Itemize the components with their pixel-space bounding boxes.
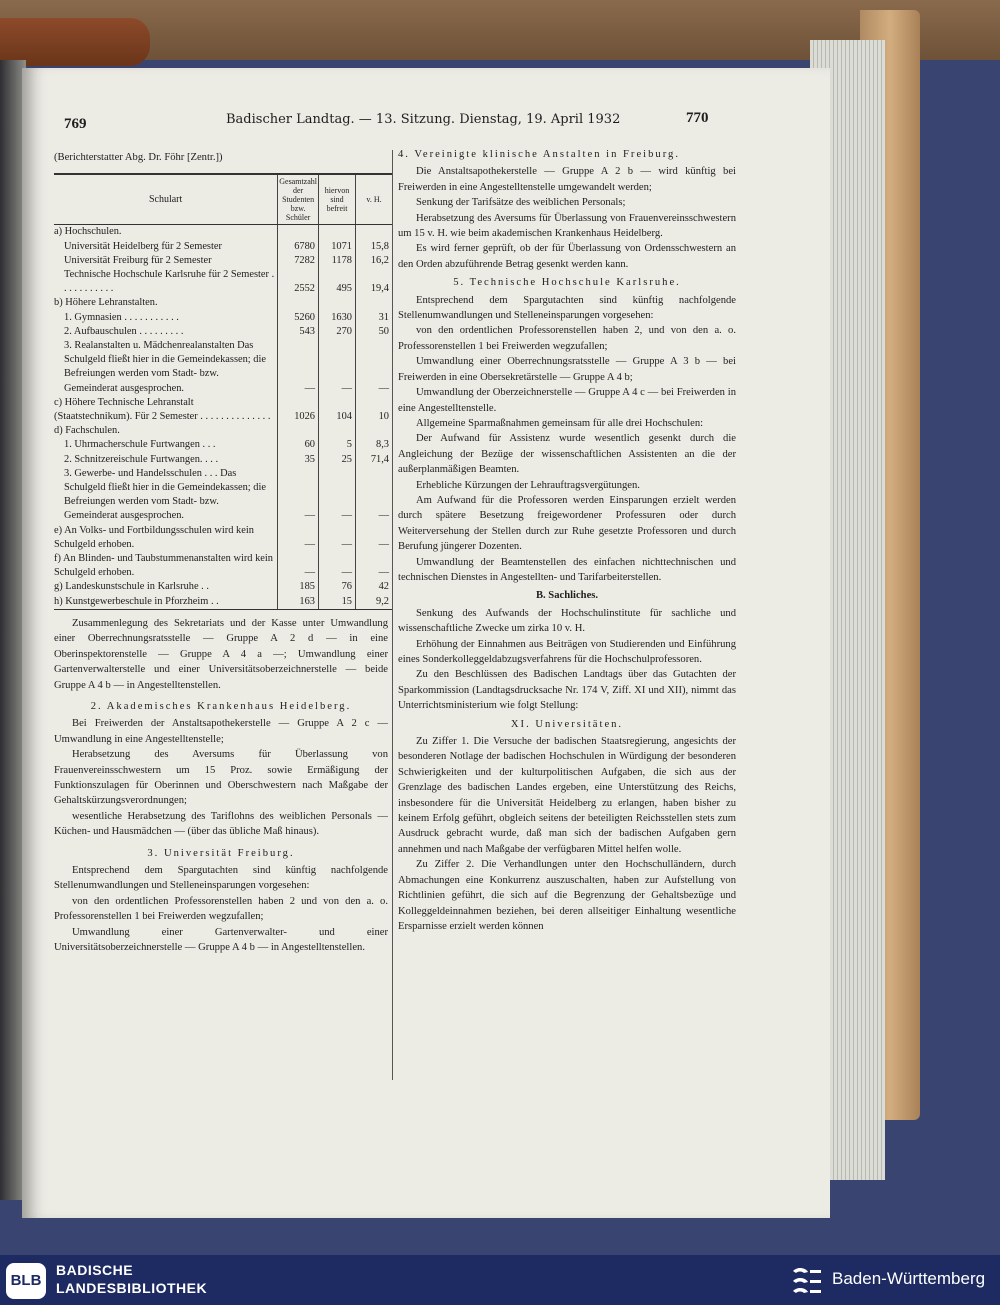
row-value-v3	[356, 225, 393, 240]
row-value-v3: 15,8	[356, 240, 393, 254]
paragraph: Zusammenlegung des Sekretariats und der Kasse unter Umwandlung einer Oberrechnungsratsstelle — Gruppe A 2 d — in eine Oberinspektorenstelle — Gruppe A 4 a —; Umwandlung einer Gartenverwalterstelle und einer Universitätsoberzeichnerstelle — beide Gruppe A 4 b — in Angestelltenstellen.	[54, 617, 388, 691]
row-value-v2: —	[319, 467, 356, 524]
footer-bar	[0, 1255, 1000, 1305]
paragraph: wesentliche Herabsetzung des Tariflohns des weiblichen Personals — Küchen- und Hausmädchen — (über das übliche Maß hinaus).	[54, 810, 388, 838]
row-value-v3: 9,2	[356, 595, 393, 610]
row-value-v1: 1026	[278, 396, 319, 424]
table-row	[54, 268, 392, 296]
paragraph: Umwandlung der Beamtenstellen des einfachen nichttechnischen und technischen Dienstes in Angestellten- und Tarifarbeiterstellen.	[398, 556, 736, 583]
section-heading: XI. Universitäten.	[510, 718, 624, 730]
table-row	[54, 240, 392, 254]
row-label: e) An Volks- und Fortbildungsschulen wird kein Schulgeld erhoben.	[54, 524, 254, 550]
section-heading: 4. Vereinigte klinische Anstalten in Freiburg.	[398, 149, 680, 160]
paragraph: Zu den Beschlüssen des Badischen Landtags über das Gutachten der Sparkommission (Landtagsdrucksache Nr. 174 V, Ziff. XI und XII), nimmt das Unterrichtsministerium wie folgt Stellung:	[398, 669, 736, 712]
row-label: c) Höhere Technische Lehranstalt (Staatstechnikum). Für 2 Semester . . . . . . . . . . . . . .	[54, 396, 271, 423]
paragraph: Herabsetzung des Aversums für Überlassung von Frauenvereinsschwestern um 15 v. H. wie beim akademischen Krankenhaus Heidelberg.	[398, 212, 736, 240]
table-row	[54, 453, 392, 467]
library-name-line2: LANDESBIBLIOTHEK	[56, 1280, 208, 1296]
blb-logo[interactable]: BLB	[6, 1263, 46, 1299]
left-column	[54, 150, 388, 955]
row-value-v2	[319, 225, 356, 240]
table-row	[54, 396, 392, 424]
row-value-v3: —	[356, 339, 393, 396]
table-row	[54, 339, 392, 396]
bookmark-ribbon	[0, 18, 150, 66]
row-value-v2: 495	[319, 268, 356, 296]
paragraph: Umwandlung einer Gartenverwalter- und einer Universitätsoberzeichnerstelle — Gruppe A 4 b — in Angestelltenstellen.	[54, 926, 388, 954]
row-value-v1: —	[278, 339, 319, 396]
paragraph: von den ordentlichen Professorenstellen haben 2, und von den a. o. Professorenstellen 1 bei Freiwerden wegzufallen;	[398, 325, 736, 352]
running-title: Badischer Landtag. — 13. Sitzung. Dienstag, 19. April 1932	[226, 112, 621, 127]
row-value-v1: 163	[278, 595, 319, 610]
paragraph: Umwandlung einer Oberrechnungsratsstelle — Gruppe A 3 b — bei Freiwerden in eine Obersekretärstelle — Gruppe A 4 b;	[398, 356, 736, 383]
section-heading: B. Sachliches.	[535, 590, 599, 602]
row-label: g) Landeskunstschule in Karlsruhe . .	[54, 581, 209, 593]
paragraph: Entsprechend dem Spargutachten sind künftig nachfolgende Stellenumwandlungen und Stelleneinsparungen vorgesehen:	[398, 294, 736, 322]
row-value-v2: 270	[319, 325, 356, 339]
table-row	[54, 225, 392, 240]
row-label: f) An Blinden- und Taubstummenanstalten wird kein Schulgeld erhoben.	[54, 553, 273, 579]
table-row	[54, 595, 392, 610]
row-value-v3: 71,4	[356, 453, 393, 467]
row-value-v1: 35	[278, 453, 319, 467]
row-value-v2	[319, 424, 356, 438]
table-row	[54, 580, 392, 594]
row-label: 1. Gymnasien . . . . . . . . . . .	[64, 311, 179, 323]
paragraph: Es wird ferner geprüft, ob der für Überlassung von Ordensschwestern an den Orden abzuführende Betrag gesenkt werden kann.	[398, 243, 736, 270]
paragraph: von den ordentlichen Professorenstellen haben 2 und von den a. o. Professorenstellen 1 bei Freiwerden wegzufallen;	[54, 895, 388, 923]
row-value-v1: 5260	[278, 311, 319, 325]
paragraph: Zu Ziffer 2. Die Verhandlungen unter den Hochschulländern, durch Abmachungen eine Konkurrenz auszuschalten, haben zur Aufstellung von Richtlinien geführt, die sich auf die Begrenzung der Gehaltsbezüge und Kolleggeldeinnahmen beziehen, bei deren allseitiger Einhaltung wesentliche Ersparnisse erzielt werden können	[398, 859, 736, 932]
paragraph: Zu Ziffer 1. Die Versuche der badischen Staatsregierung, angesichts der besonderen Notlage der badischen Hochschulen in Würdigung der besonderen Schwierigkeiten und der kulturpolitischen Aufgaben, die sich aus der Grenzlage des badischen Landes ergeben, eine Unterstützung des Reichs, insbesondere für die Universität Heidelberg zu erlangen, haben bisher zu keinem Erfolg geführt, obgleich seitens der beteiligten Reichsstellen stets zum Ausdruck gebracht wurde, daß man sich der badischen Aufgaben gern annehmen und nach Maßgabe der verfügbaren Mittel helfen wolle.	[398, 736, 736, 855]
section-heading: 2. Akademisches Krankenhaus Heidelberg.	[90, 700, 352, 712]
row-value-v1	[278, 225, 319, 240]
row-label: 3. Gewerbe- und Handelsschulen . . . Das Schulgeld fließt hier in die Gemeindekassen; die Befreiungen werden vom Stadt- bzw. Gemeinderat ausgesprochen.	[64, 467, 266, 522]
table-row	[54, 467, 392, 524]
row-value-v3: —	[356, 467, 393, 524]
table-row	[54, 424, 392, 438]
row-label: 2. Aufbauschulen . . . . . . . . .	[64, 325, 184, 337]
row-value-v2: 15	[319, 595, 356, 610]
row-value-v2: 76	[319, 580, 356, 594]
left-page-number: 769	[64, 116, 87, 132]
reporter-line: (Berichterstatter Abg. Dr. Föhr [Zentr.])	[54, 152, 223, 163]
row-value-v2: —	[319, 339, 356, 396]
row-value-v1: 2552	[278, 268, 319, 296]
row-value-v2: —	[319, 524, 356, 552]
row-value-v3: 31	[356, 311, 393, 325]
row-value-v2: 1630	[319, 311, 356, 325]
row-value-v1: —	[278, 552, 319, 580]
state-name: Baden-Württemberg	[832, 1269, 986, 1288]
paragraph: Entsprechend dem Spargutachten sind künftig nachfolgende Stellenumwandlungen und Stelleneinsparungen vorgesehen:	[54, 864, 388, 892]
table-row	[54, 311, 392, 325]
row-label: 3. Realanstalten u. Mädchenrealanstalten Das Schulgeld fließt hier in die Gemeindekassen; die Befreiungen werden vom Stadt- bzw. Gemeinderat ausgesprochen.	[64, 340, 266, 394]
row-value-v2: 5	[319, 438, 356, 452]
row-label: a) Hochschulen.	[54, 226, 122, 238]
library-name-line1: BADISCHE	[56, 1262, 134, 1278]
table-header-exempt: hiervon sind befreit	[319, 174, 356, 225]
table-row	[54, 524, 392, 552]
row-label: h) Kunstgewerbeschule in Pforzheim . .	[54, 595, 278, 610]
table-row	[54, 325, 392, 339]
row-value-v1: 6780	[278, 240, 319, 254]
row-value-v2: 25	[319, 453, 356, 467]
paragraph: Die Anstaltsapothekerstelle — Gruppe A 2 b — wird künftig bei Freiwerden in eine Angestelltenstelle umgewandelt werden;	[398, 166, 736, 193]
paragraph: Am Aufwand für die Professoren werden Einsparungen erzielt werden durch spätere Besetzung freigewordener Professuren oder durch Weiterversehung der Stellen durch zur Ruhe gesetzte Professoren und durch Berufung jüngerer Dozenten.	[398, 494, 736, 553]
row-value-v3: 19,4	[356, 268, 393, 296]
row-label: Universität Freiburg für 2 Semester	[64, 254, 212, 266]
state-lions-icon	[790, 1263, 824, 1297]
row-value-v1	[278, 424, 319, 438]
row-value-v3: —	[356, 524, 393, 552]
row-label: 2. Schnitzereischule Furtwangen. . . .	[64, 453, 219, 465]
paragraph: Bei Freiwerden der Anstaltsapothekerstelle — Gruppe A 2 c — Umwandlung in eine Angestelltenstelle;	[54, 718, 388, 745]
row-value-v1: 185	[278, 580, 319, 594]
row-label: Universität Heidelberg für 2 Semester	[64, 240, 222, 252]
paragraph: Umwandlung der Oberzeichnerstelle — Gruppe A 4 c — bei Freiwerden in eine Angestelltenstelle.	[398, 387, 736, 414]
row-value-v2: 1071	[319, 240, 356, 254]
paragraph: Herabsetzung des Aversums für Überlassung von Frauenvereinsschwestern um 15 Proz. sowie Ermäßigung der Funktionszulagen für Oberinnen und Oberschwestern nach Maßgabe der Gehaltskürzungsverordnungen;	[54, 749, 388, 807]
row-value-v3: 10	[356, 396, 393, 424]
row-value-v1	[278, 296, 319, 310]
section-heading: 5. Technische Hochschule Karlsruhe.	[453, 277, 681, 289]
row-label: b) Höhere Lehranstalten.	[54, 297, 158, 309]
row-value-v1: 60	[278, 438, 319, 452]
row-label: Technische Hochschule Karlsruhe für 2 Semester . . . . . . . . . . .	[64, 269, 275, 295]
table-row	[54, 438, 392, 452]
paragraph: Senkung der Tarifsätze des weiblichen Personals;	[416, 197, 626, 209]
row-value-v2: —	[319, 552, 356, 580]
table-row	[54, 552, 392, 580]
row-value-v3: 50	[356, 325, 393, 339]
table-header-schulart: Schulart	[54, 174, 278, 225]
paragraph: Senkung des Aufwands der Hochschulinstitute für sachliche und wissenschaftliche Zwecke um zirka 10 v. H.	[398, 607, 736, 635]
row-value-v3: 16,2	[356, 254, 393, 268]
row-value-v3: —	[356, 552, 393, 580]
paragraph: Der Aufwand für Assistenz wurde wesentlich gesenkt durch die Angleichung der Bezüge der wissenschaftlichen Assistenten an die der außerplanmäßigen Beamten.	[398, 433, 736, 476]
row-value-v1: 7282	[278, 254, 319, 268]
table-row	[54, 254, 392, 268]
row-value-v2	[319, 296, 356, 310]
table-header-total: Gesamtzahl der Studenten bzw. Schüler	[278, 174, 319, 225]
right-column	[398, 147, 736, 934]
row-value-v2: 1178	[319, 254, 356, 268]
paragraph: Allgemeine Sparmaßnahmen gemeinsam für alle drei Hochschulen:	[416, 417, 704, 429]
row-value-v3: 8,3	[356, 438, 393, 452]
table-row	[54, 296, 392, 310]
row-value-v1: 543	[278, 325, 319, 339]
paragraph: Erhöhung der Einnahmen aus Beiträgen von Studierenden und Einführung eines Sonderkolleggeldabzugsverfahrens für die Hochschulprofessoren.	[398, 638, 736, 665]
column-divider	[392, 150, 393, 1080]
paragraph: Erhebliche Kürzungen der Lehrauftragsvergütungen.	[416, 479, 640, 491]
row-value-v3: 42	[356, 580, 393, 594]
row-value-v3	[356, 296, 393, 310]
row-value-v3	[356, 424, 393, 438]
row-label: 1. Uhrmacherschule Furtwangen . . .	[64, 439, 216, 451]
statistics-table	[54, 173, 392, 609]
section-heading: 3. Universität Freiburg.	[147, 847, 295, 859]
row-value-v2: 104	[319, 396, 356, 424]
row-label: d) Fachschulen.	[54, 425, 120, 437]
table-header-percent: v. H.	[356, 174, 393, 225]
row-value-v1: —	[278, 524, 319, 552]
right-page-number: 770	[686, 110, 709, 126]
row-value-v1: —	[278, 467, 319, 524]
